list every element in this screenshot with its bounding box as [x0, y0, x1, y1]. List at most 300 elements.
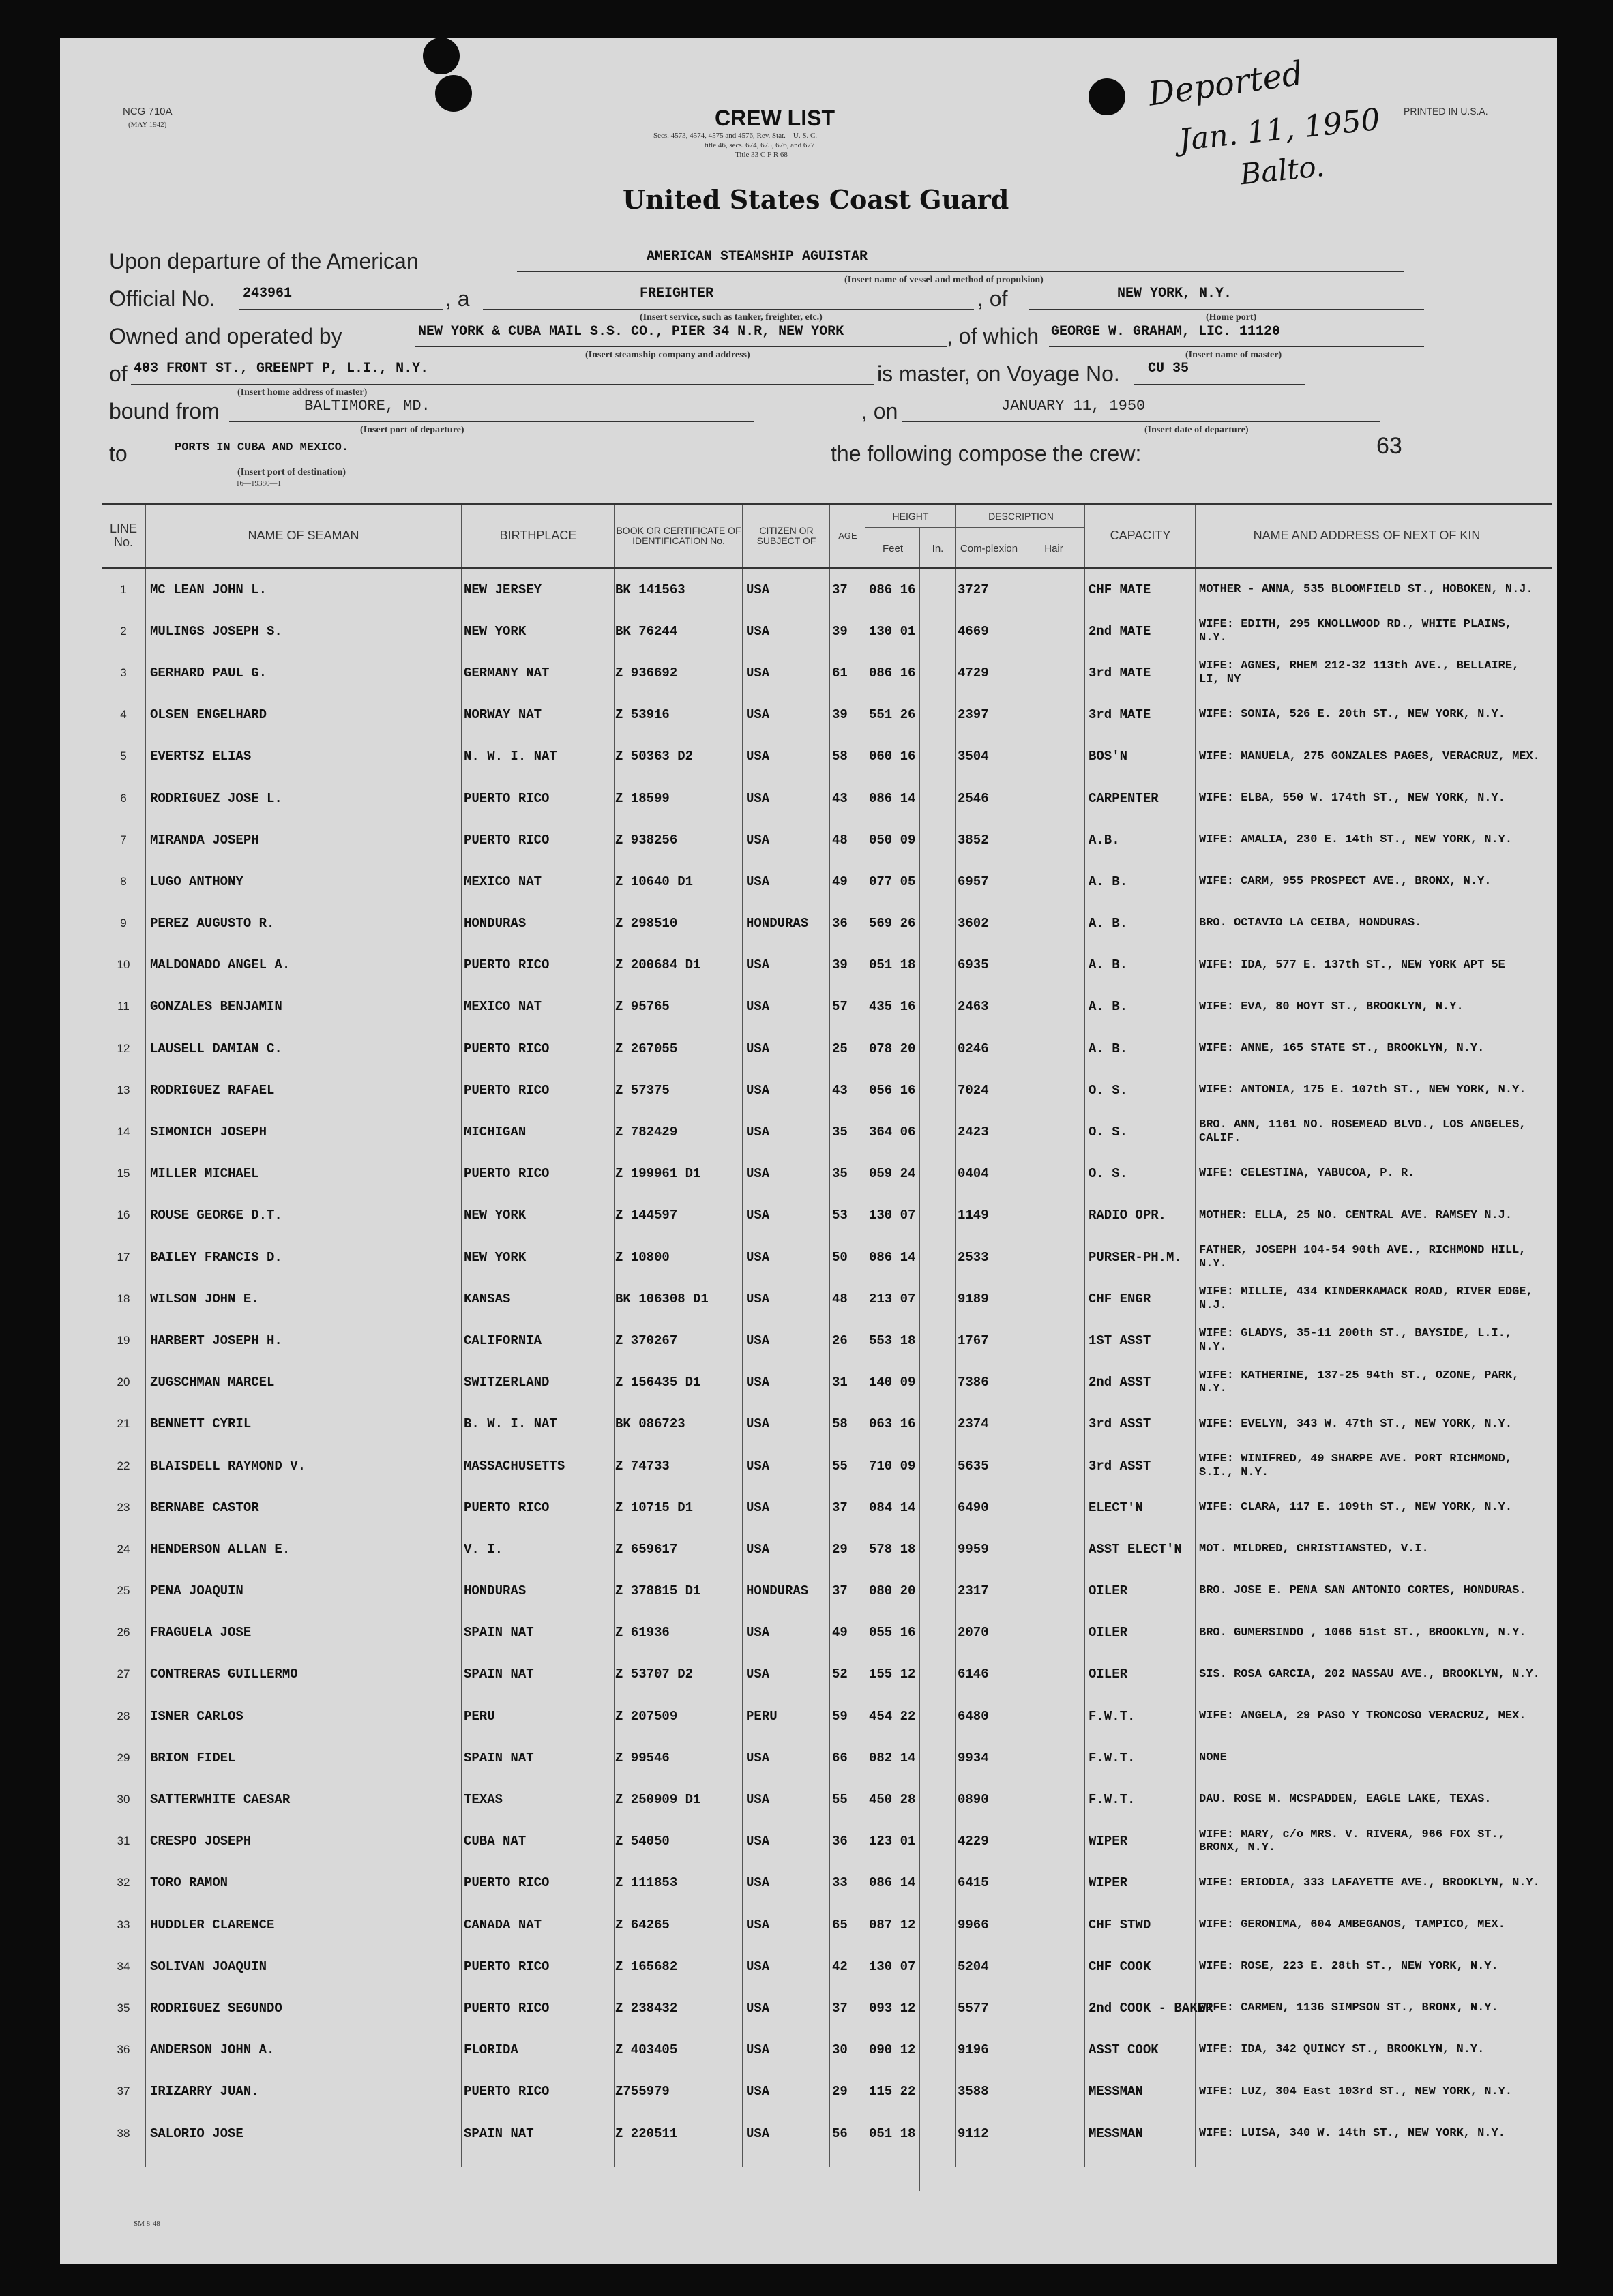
- next-of-kin: BRO. ANN, 1161 NO. ROSEMEAD BLVD., LOS ANGELES, CALIF.: [1199, 1118, 1526, 1146]
- citizenship: USA: [746, 1792, 770, 1808]
- official-label: Official No.: [109, 286, 216, 311]
- seaman-name: RODRIGUEZ JOSE L.: [150, 790, 282, 806]
- birthplace: V. I.: [464, 1541, 503, 1557]
- complexion: 6415: [958, 1875, 989, 1891]
- age: 65: [832, 1917, 848, 1933]
- certificate-number: Z 936692: [615, 665, 678, 681]
- capacity: ASST ELECT'N: [1089, 1541, 1182, 1557]
- seaman-name: ROUSE GEORGE D.T.: [150, 1208, 282, 1223]
- home-port: NEW YORK, N.Y.: [1117, 286, 1232, 301]
- height: 130 01: [869, 623, 916, 639]
- seaman-name: LAUSELL DAMIAN C.: [150, 1041, 282, 1056]
- citizenship: USA: [746, 1291, 770, 1307]
- line-number: 5: [120, 749, 127, 763]
- birthplace: PUERTO RICO: [464, 1166, 550, 1182]
- complexion: 9196: [958, 2042, 989, 2058]
- crew-row: [102, 861, 1552, 902]
- seaman-name: HENDERSON ALLAN E.: [150, 1541, 291, 1557]
- citizenship: USA: [746, 1834, 770, 1849]
- height: 086 16: [869, 582, 916, 597]
- citizenship: USA: [746, 1166, 770, 1182]
- complexion: 3727: [958, 582, 989, 597]
- age: 53: [832, 1208, 848, 1223]
- age: 36: [832, 916, 848, 931]
- crew-row: [102, 1362, 1552, 1403]
- certificate-number: Z 298510: [615, 916, 678, 931]
- certificate-number: Z 938256: [615, 832, 678, 848]
- complexion: 0246: [958, 1041, 989, 1056]
- next-of-kin: FATHER, JOSEPH 104-54 90th AVE., RICHMOND HILL, N.Y.: [1199, 1244, 1526, 1270]
- complexion: 6957: [958, 874, 989, 889]
- height: 056 16: [869, 1082, 916, 1098]
- next-of-kin: WIFE: MARY, c/o MRS. V. RIVERA, 966 FOX ST., BRONX, N.Y.: [1199, 1828, 1505, 1855]
- height: 710 09: [869, 1458, 916, 1474]
- complexion: 0404: [958, 1166, 989, 1182]
- line-number: 4: [120, 708, 127, 721]
- next-of-kin: NONE: [1199, 1751, 1227, 1765]
- citizenship: USA: [746, 1124, 770, 1140]
- seaman-name: TORO RAMON: [150, 1875, 228, 1891]
- height: 086 14: [869, 1875, 916, 1891]
- seaman-name: RODRIGUEZ RAFAEL: [150, 1082, 275, 1098]
- capacity: OILER: [1089, 1625, 1128, 1641]
- col-citizen: CITIZEN OR SUBJECT OF: [756, 524, 816, 546]
- service-hint: (Insert service, such as tanker, freighter, etc.): [640, 312, 823, 323]
- next-of-kin: WIFE: ANTONIA, 175 E. 107th ST., NEW YORK, N.Y.: [1199, 1084, 1526, 1097]
- line-number: 38: [117, 2126, 130, 2140]
- next-of-kin: MOTHER: ELLA, 25 NO. CENTRAL AVE. RAMSEY N.J.: [1199, 1208, 1513, 1222]
- crew-row: [102, 2071, 1552, 2113]
- line-number: 10: [117, 958, 130, 972]
- complexion: 2317: [958, 1583, 989, 1599]
- age: 29: [832, 2084, 848, 2100]
- line-number: 35: [117, 2001, 130, 2014]
- seaman-name: BLAISDELL RAYMOND V.: [150, 1458, 306, 1474]
- height: 063 16: [869, 1416, 916, 1432]
- complexion: 5204: [958, 1958, 989, 1974]
- seaman-name: ISNER CARLOS: [150, 1708, 243, 1724]
- height: 454 22: [869, 1708, 916, 1724]
- certificate-number: Z 10800: [615, 1249, 670, 1265]
- next-of-kin: WIFE: WINIFRED, 49 SHARPE AVE. PORT RICHMOND, S.I., N.Y.: [1199, 1452, 1513, 1479]
- age: 39: [832, 623, 848, 639]
- height: 086 16: [869, 665, 916, 681]
- height: 093 12: [869, 2000, 916, 2016]
- next-of-kin: BRO. OCTAVIO LA CEIBA, HONDURAS.: [1199, 916, 1422, 930]
- seaman-name: MULINGS JOSEPH S.: [150, 623, 282, 639]
- birthplace: PUERTO RICO: [464, 2084, 550, 2100]
- seaman-name: ZUGSCHMAN MARCEL: [150, 1375, 275, 1390]
- birthplace: CANADA NAT: [464, 1917, 542, 1933]
- seaman-name: EVERTSZ ELIAS: [150, 749, 252, 764]
- next-of-kin: WIFE: LUISA, 340 W. 14th ST., NEW YORK, N.Y.: [1199, 2126, 1505, 2140]
- home-port-hint: (Home port): [1206, 312, 1257, 323]
- birthplace: SPAIN NAT: [464, 1750, 534, 1765]
- birthplace: MICHIGAN: [464, 1124, 527, 1140]
- height: 082 14: [869, 1750, 916, 1765]
- age: 52: [832, 1667, 848, 1682]
- crew-row: [102, 1153, 1552, 1195]
- next-of-kin: BRO. GUMERSINDO , 1066 51st ST., BROOKLYN, N.Y.: [1199, 1626, 1526, 1639]
- col-complexion: Com-plexion: [960, 542, 1018, 554]
- age: 48: [832, 832, 848, 848]
- crew-row: [102, 819, 1552, 861]
- handwritten-annotation: Balto.: [1238, 149, 1327, 192]
- height: 123 01: [869, 1834, 916, 1849]
- punch-hole: [423, 38, 460, 74]
- crew-row: [102, 1654, 1552, 1695]
- height: 051 18: [869, 957, 916, 973]
- punch-hole: [1089, 78, 1125, 115]
- certificate-number: Z 200684 D1: [615, 957, 701, 973]
- crew-row: [102, 1737, 1552, 1778]
- seaman-name: PENA JOAQUIN: [150, 1583, 243, 1599]
- citizenship: USA: [746, 1208, 770, 1223]
- form-number: NCG 710A: [123, 106, 173, 117]
- certificate-number: Z 74733: [615, 1458, 670, 1474]
- operating-company: NEW YORK & CUBA MAIL S.S. CO., PIER 34 N.R, NEW YORK: [418, 324, 844, 340]
- master-address: 403 FRONT ST., GREENPT P, L.I., N.Y.: [134, 361, 429, 376]
- certificate-number: Z 144597: [615, 1208, 678, 1223]
- birthplace: NEW YORK: [464, 1249, 527, 1265]
- seaman-name: SALORIO JOSE: [150, 2126, 243, 2141]
- citizenship: USA: [746, 832, 770, 848]
- voyage-number: CU 35: [1148, 361, 1189, 376]
- line-number: 37: [117, 2085, 130, 2098]
- line-number: 2: [120, 624, 127, 638]
- age: 49: [832, 874, 848, 889]
- birthplace: N. W. I. NAT: [464, 749, 557, 764]
- age: 61: [832, 665, 848, 681]
- certificate-number: Z 220511: [615, 2126, 678, 2141]
- certificate-number: Z 61936: [615, 1625, 670, 1641]
- statute-line: Title 33 C F R 68: [735, 151, 788, 159]
- height: 435 16: [869, 999, 916, 1015]
- certificate-number: Z 53916: [615, 707, 670, 723]
- agency-title: United States Coast Guard: [623, 184, 1009, 215]
- citizenship: USA: [746, 1082, 770, 1098]
- birthplace: HONDURAS: [464, 916, 527, 931]
- next-of-kin: WIFE: CELESTINA, YABUCOA, P. R.: [1199, 1167, 1415, 1180]
- citizenship: USA: [746, 1500, 770, 1515]
- master-address-hint: (Insert home address of master): [237, 387, 368, 398]
- bound-from-label: bound from: [109, 399, 220, 423]
- capacity: F.W.T.: [1089, 1792, 1136, 1808]
- age: 35: [832, 1166, 848, 1182]
- birthplace: PUERTO RICO: [464, 957, 550, 973]
- next-of-kin: WIFE: EVELYN, 343 W. 47th ST., NEW YORK, N.Y.: [1199, 1417, 1513, 1431]
- complexion: 3588: [958, 2084, 989, 2100]
- complexion: 2546: [958, 790, 989, 806]
- age: 48: [832, 1291, 848, 1307]
- next-of-kin: WIFE: LUZ, 304 East 103rd ST., NEW YORK, N.Y.: [1199, 2085, 1513, 2098]
- age: 26: [832, 1332, 848, 1348]
- capacity: CHF ENGR: [1089, 1291, 1151, 1307]
- seaman-name: BERNABE CASTOR: [150, 1500, 259, 1515]
- next-of-kin: WIFE: GLADYS, 35-11 200th ST., BAYSIDE, L.I., N.Y.: [1199, 1327, 1513, 1354]
- height: 078 20: [869, 1041, 916, 1056]
- crew-row: [102, 1904, 1552, 1945]
- line-number: 18: [117, 1292, 130, 1305]
- statute-line: Secs. 4573, 4574, 4575 and 4576, Rev. Stat.—U. S. C.: [653, 132, 818, 140]
- port-from-hint: (Insert port of departure): [360, 425, 464, 435]
- next-of-kin: WIFE: ROSE, 223 E. 28th ST., NEW YORK, N.Y.: [1199, 1960, 1498, 1973]
- certificate-number: Z 267055: [615, 1041, 678, 1056]
- seaman-name: BAILEY FRANCIS D.: [150, 1249, 282, 1265]
- form-title: CREW LIST: [715, 106, 835, 130]
- next-of-kin: WIFE: EVA, 80 HOYT ST., BROOKLYN, N.Y.: [1199, 1000, 1464, 1013]
- line-number: 20: [117, 1375, 130, 1389]
- complexion: 3504: [958, 749, 989, 764]
- seaman-name: BRION FIDEL: [150, 1750, 236, 1765]
- age: 59: [832, 1708, 848, 1724]
- birthplace: SPAIN NAT: [464, 1667, 534, 1682]
- height: 060 16: [869, 749, 916, 764]
- crew-row: [102, 903, 1552, 944]
- crew-row: [102, 610, 1552, 652]
- crew-row: [102, 944, 1552, 986]
- of-label: of: [109, 361, 128, 386]
- height: 130 07: [869, 1208, 916, 1223]
- complexion: 7386: [958, 1375, 989, 1390]
- capacity: 3rd ASST: [1089, 1458, 1151, 1474]
- height: 155 12: [869, 1667, 916, 1682]
- complexion: 2374: [958, 1416, 989, 1432]
- next-of-kin: WIFE: ELBA, 550 W. 174th ST., NEW YORK, N.Y.: [1199, 791, 1505, 805]
- crew-table-header: [102, 505, 1552, 569]
- line-number: 11: [117, 1000, 130, 1013]
- age: 37: [832, 2000, 848, 2016]
- age: 57: [832, 999, 848, 1015]
- line-number: 22: [117, 1459, 130, 1472]
- complexion: 6480: [958, 1708, 989, 1724]
- next-of-kin: MOT. MILDRED, CHRISTIANSTED, V.I.: [1199, 1542, 1429, 1556]
- line-number: 9: [120, 916, 127, 930]
- line-number: 14: [117, 1125, 130, 1139]
- capacity: WIPER: [1089, 1834, 1128, 1849]
- printed-note: PRINTED IN U.S.A.: [1404, 106, 1488, 117]
- capacity: A. B.: [1089, 1041, 1128, 1056]
- certificate-number: Z 370267: [615, 1332, 678, 1348]
- capacity: ELECT'N: [1089, 1500, 1143, 1515]
- certificate-number: Z 238432: [615, 2000, 678, 2016]
- birthplace: NEW YORK: [464, 1208, 527, 1223]
- footer-code: SM 8-48: [134, 2220, 160, 2228]
- line-number: 23: [117, 1500, 130, 1514]
- complexion: 9112: [958, 2126, 989, 2141]
- seaman-name: MALDONADO ANGEL A.: [150, 957, 291, 973]
- crew-row: [102, 1320, 1552, 1361]
- col-hair: Hair: [1044, 542, 1063, 554]
- of-label: , of: [977, 286, 1008, 311]
- crew-row: [102, 1195, 1552, 1236]
- citizenship: USA: [746, 957, 770, 973]
- height: 087 12: [869, 1917, 916, 1933]
- birthplace: SPAIN NAT: [464, 1625, 534, 1641]
- col-inches: In.: [932, 542, 944, 554]
- birthplace: CUBA NAT: [464, 1834, 527, 1849]
- birthplace: PUERTO RICO: [464, 1500, 550, 1515]
- crew-row: [102, 694, 1552, 736]
- birthplace: PUERTO RICO: [464, 1958, 550, 1974]
- age: 43: [832, 790, 848, 806]
- next-of-kin: WIFE: SONIA, 526 E. 20th ST., NEW YORK, N.Y.: [1199, 708, 1505, 721]
- col-description: DESCRIPTION: [988, 510, 1054, 522]
- capacity: CHF MATE: [1089, 582, 1151, 597]
- crew-row: [102, 1445, 1552, 1487]
- crew-row: [102, 986, 1552, 1028]
- citizenship: USA: [746, 2084, 770, 2100]
- capacity: O. S.: [1089, 1124, 1128, 1140]
- line-number: 26: [117, 1626, 130, 1639]
- complexion: 2533: [958, 1249, 989, 1265]
- capacity: RADIO OPR.: [1089, 1208, 1167, 1223]
- complexion: 9934: [958, 1750, 989, 1765]
- crew-row: [102, 652, 1552, 694]
- next-of-kin: WIFE: AGNES, RHEM 212-32 113th AVE., BELLAIRE, LI, NY: [1199, 659, 1520, 686]
- certificate-number: Z 54050: [615, 1834, 670, 1849]
- capacity: A. B.: [1089, 916, 1128, 931]
- complexion: 6935: [958, 957, 989, 973]
- height: 059 24: [869, 1166, 916, 1182]
- crew-row: [102, 1612, 1552, 1654]
- certificate-number: BK 086723: [615, 1416, 685, 1432]
- height: 569 26: [869, 916, 916, 931]
- complexion: 9189: [958, 1291, 989, 1307]
- capacity: O. S.: [1089, 1166, 1128, 1182]
- owned-label: Owned and operated by: [109, 324, 342, 348]
- on-label: , on: [861, 399, 898, 423]
- crew-row: [102, 1528, 1552, 1570]
- age: 25: [832, 1041, 848, 1056]
- citizenship: USA: [746, 1332, 770, 1348]
- complexion: 2070: [958, 1625, 989, 1641]
- crew-row: [102, 1278, 1552, 1320]
- seaman-name: GONZALES BENJAMIN: [150, 999, 282, 1015]
- next-of-kin: WIFE: CARM, 955 PROSPECT AVE., BRONX, N.Y.: [1199, 875, 1492, 889]
- seaman-name: HUDDLER CLARENCE: [150, 1917, 275, 1933]
- handwritten-annotation: Deported: [1146, 54, 1305, 114]
- seaman-name: IRIZARRY JUAN.: [150, 2084, 259, 2100]
- crew-row: [102, 569, 1552, 610]
- citizenship: USA: [746, 1458, 770, 1474]
- seaman-name: CONTRERAS GUILLERMO: [150, 1667, 298, 1682]
- height: 055 16: [869, 1625, 916, 1641]
- certificate-number: Z 165682: [615, 1958, 678, 1974]
- complexion: 9959: [958, 1541, 989, 1557]
- line-number: 27: [117, 1667, 130, 1681]
- birthplace: MEXICO NAT: [464, 999, 542, 1015]
- birthplace: FLORIDA: [464, 2042, 518, 2058]
- complexion: 3602: [958, 916, 989, 931]
- citizenship: USA: [746, 1541, 770, 1557]
- birthplace: PUERTO RICO: [464, 1875, 550, 1891]
- age: 58: [832, 1416, 848, 1432]
- crew-row: [102, 1487, 1552, 1528]
- capacity: CHF STWD: [1089, 1917, 1151, 1933]
- birthplace: HONDURAS: [464, 1583, 527, 1599]
- capacity: 1ST ASST: [1089, 1332, 1151, 1348]
- citizenship: USA: [746, 1375, 770, 1390]
- line-number: 8: [120, 874, 127, 888]
- birthplace: PUERTO RICO: [464, 1082, 550, 1098]
- citizenship: USA: [746, 2000, 770, 2016]
- certificate-number: BK 106308 D1: [615, 1291, 709, 1307]
- certificate-number: BK 141563: [615, 582, 685, 597]
- line-number: 32: [117, 1876, 130, 1890]
- birthplace: PUERTO RICO: [464, 2000, 550, 2016]
- age: 36: [832, 1834, 848, 1849]
- line-number: 25: [117, 1584, 130, 1598]
- next-of-kin: WIFE: ANGELA, 29 PASO Y TRONCOSO VERACRUZ, MEX.: [1199, 1709, 1526, 1723]
- crew-row: [102, 1862, 1552, 1904]
- complexion: 1149: [958, 1208, 989, 1223]
- line-number: 12: [117, 1041, 130, 1055]
- certificate-number: Z 403405: [615, 2042, 678, 2058]
- line-number: 16: [117, 1208, 130, 1222]
- next-of-kin: WIFE: MILLIE, 434 KINDERKAMACK ROAD, RIVER EDGE, N.J.: [1199, 1285, 1533, 1312]
- seaman-name: MILLER MICHAEL: [150, 1166, 259, 1182]
- line-number: 24: [117, 1542, 130, 1555]
- birthplace: MASSACHUSETTS: [464, 1458, 565, 1474]
- birthplace: SPAIN NAT: [464, 2126, 534, 2141]
- capacity: PURSER-PH.M.: [1089, 1249, 1182, 1265]
- seaman-name: OLSEN ENGELHARD: [150, 707, 267, 723]
- next-of-kin: WIFE: CLARA, 117 E. 109th ST., NEW YORK, N.Y.: [1199, 1500, 1513, 1514]
- age: 39: [832, 957, 848, 973]
- certificate-number: BK 76244: [615, 623, 678, 639]
- certificate-number: Z 782429: [615, 1124, 678, 1140]
- birthplace: PUERTO RICO: [464, 790, 550, 806]
- citizenship: USA: [746, 1917, 770, 1933]
- next-of-kin: WIFE: IDA, 577 E. 137th ST., NEW YORK APT 5E: [1199, 958, 1505, 972]
- age: 31: [832, 1375, 848, 1390]
- a-label: , a: [445, 286, 470, 311]
- citizenship: USA: [746, 707, 770, 723]
- height: 553 18: [869, 1332, 916, 1348]
- capacity: MESSMAN: [1089, 2084, 1143, 2100]
- col-capacity: CAPACITY: [1110, 528, 1171, 543]
- seaman-name: RODRIGUEZ SEGUNDO: [150, 2000, 282, 2016]
- vessel-name: AMERICAN STEAMSHIP AGUISTAR: [647, 249, 868, 265]
- citizenship: USA: [746, 582, 770, 597]
- col-book: BOOK OR CERTIFICATE OF IDENTIFICATION No.: [616, 524, 741, 546]
- certificate-number: Z 53707 D2: [615, 1667, 694, 1682]
- height: 450 28: [869, 1792, 916, 1808]
- certificate-number: Z 199961 D1: [615, 1166, 701, 1182]
- line-number: 30: [117, 1793, 130, 1806]
- handwritten-annotation: Jan. 11, 1950: [1177, 102, 1382, 158]
- form-date: (MAY 1942): [128, 121, 167, 129]
- next-of-kin: WIFE: ANNE, 165 STATE ST., BROOKLYN, N.Y.: [1199, 1041, 1485, 1055]
- seaman-name: PEREZ AUGUSTO R.: [150, 916, 275, 931]
- birthplace: PUERTO RICO: [464, 1041, 550, 1056]
- certificate-number: Z 18599: [615, 790, 670, 806]
- certificate-number: Z 378815 D1: [615, 1583, 701, 1599]
- certificate-number: Z 64265: [615, 1917, 670, 1933]
- height: 140 09: [869, 1375, 916, 1390]
- col-birthplace: BIRTHPLACE: [499, 528, 577, 543]
- height: 086 14: [869, 1249, 916, 1265]
- date-hint: (Insert date of departure): [1144, 425, 1249, 435]
- next-of-kin: BRO. JOSE E. PENA SAN ANTONIO CORTES, HONDURAS.: [1199, 1584, 1526, 1598]
- seaman-name: FRAGUELA JOSE: [150, 1625, 252, 1641]
- citizenship: USA: [746, 1625, 770, 1641]
- height: 077 05: [869, 874, 916, 889]
- citizenship: USA: [746, 1958, 770, 1974]
- age: 66: [832, 1750, 848, 1765]
- crew-row: [102, 1069, 1552, 1111]
